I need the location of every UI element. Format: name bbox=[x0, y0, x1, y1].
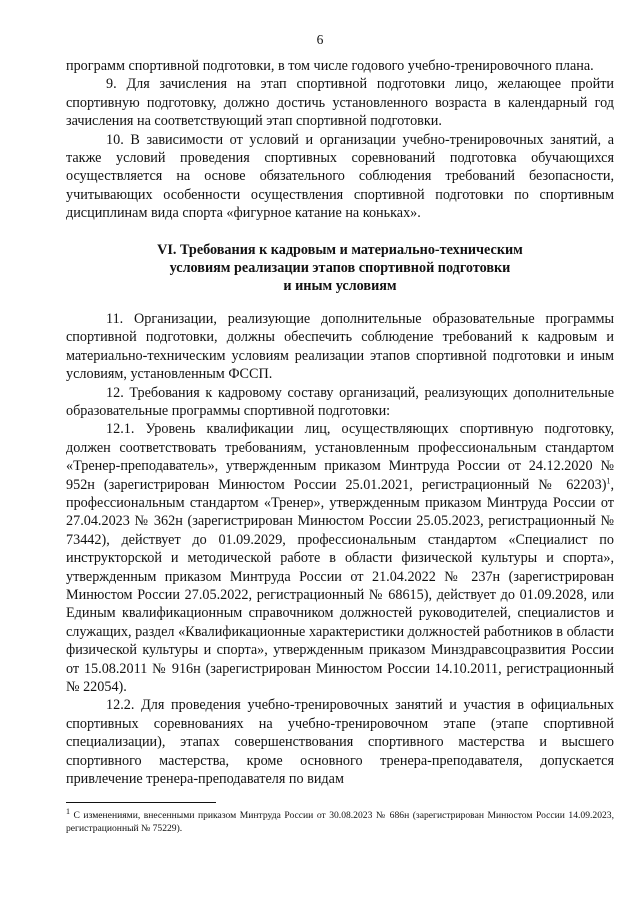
paragraph-12-1-part-a: 12.1. Уровень квалификации лиц, осуществляющих спортивную подготовку, должен соответствовать требованиям, установленным профессиональным стандартом «Тренер-преподаватель», утвержденным приказом Минтруда России от 24.12.2020 № 952н (зарегистрирован Минюстом России 25.01.2021, регистрационный № 62203) bbox=[66, 421, 614, 493]
section-heading-line-2: условиям реализации этапов спортивной подготовки bbox=[169, 260, 511, 277]
section-heading-line-1: VI. Требования к кадровым и материально-техническим bbox=[157, 241, 523, 258]
page-number: 6 bbox=[316, 32, 324, 47]
footnote-mark: 1 bbox=[66, 806, 70, 816]
document-body bbox=[66, 57, 614, 788]
section-heading-line-3: и иным условиям bbox=[283, 278, 397, 295]
paragraph-12-2: 12.2. Для проведения учебно-тренировочных занятий и участия в официальных спортивных соревнованиях на учебно-тренировочном этапе (этапе спортивной специализации), этапах совершенствования спортивного мастерства и высшего спортивного мастерства, кроме основного тренера-преподавателя, допускается привлечение тренера-преподавателя по видам bbox=[66, 697, 614, 788]
paragraph-12-1-part-b: , профессиональным стандартом «Тренер», утвержденным приказом Минтруда России от 27.04.2023 № 362н (зарегистрирован Минюстом России 25.05.2023, регистрационный № 73442), действует до 01.09.2029, профессиональным стандартом «Специалист по инструкторской и методической работе в области физической культуры и спорта», утвержденным приказом Минтруда России от 21.04.2022 № 237н (зарегистрирован Минюстом России 27.05.2022, регистрационный № 68615), действует до 01.09.2028, или Единым квалификационным справочником должностей руководителей, специалистов и служащих, раздел «Квалификационные характеристики должностей работников в области физической культуры и спорта», утвержденным приказом Минздравсоцразвития России от 15.08.2011 № 916н (зарегистрирован Минюстом России 14.10.2011, регистрационный № 22054). bbox=[66, 476, 614, 695]
footnote-reference: 1 bbox=[606, 475, 611, 485]
paragraph-10: 10. В зависимости от условий и организации учебно-тренировочных занятий, а также условий проведения спортивных соревнований подготовка обучающихся осуществляется на основе обязательного соблюдения требований безопасности, учитывающих особенности осуществления спортивной подготовки по спортивным дисциплинам вида спорта «фигурное катание на коньках». bbox=[66, 131, 614, 222]
footnote-text: С изменениями, внесенными приказом Минтруда России от 30.08.2023 № 686н (зарегистрирован Минюстом России 14.09.2023, регистрационный № 75229). bbox=[66, 810, 614, 834]
paragraph-12: 12. Требования к кадровому составу организаций, реализующих дополнительные образовательные программы спортивной подготовки: bbox=[66, 384, 614, 419]
paragraph-11: 11. Организации, реализующие дополнительные образовательные программы спортивной подготовки, должны обеспечить соблюдение требований к кадровым и материально-техническим условиям реализации этапов спортивной подготовки и иным условиям, установленным ФССП. bbox=[66, 310, 614, 383]
paragraph-12-1 bbox=[66, 420, 614, 696]
paragraph-continuation: программ спортивной подготовки, в том числе годового учебно-тренировочного плана. bbox=[66, 58, 594, 74]
section-heading bbox=[66, 241, 614, 296]
footnote bbox=[66, 806, 614, 835]
footnote-separator bbox=[66, 802, 216, 803]
paragraph-9: 9. Для зачисления на этап спортивной подготовки лицо, желающее пройти спортивную подготовку, должно достичь установленного возраста в календарный год зачисления на соответствующий этап спортивной подготовки. bbox=[66, 76, 614, 130]
